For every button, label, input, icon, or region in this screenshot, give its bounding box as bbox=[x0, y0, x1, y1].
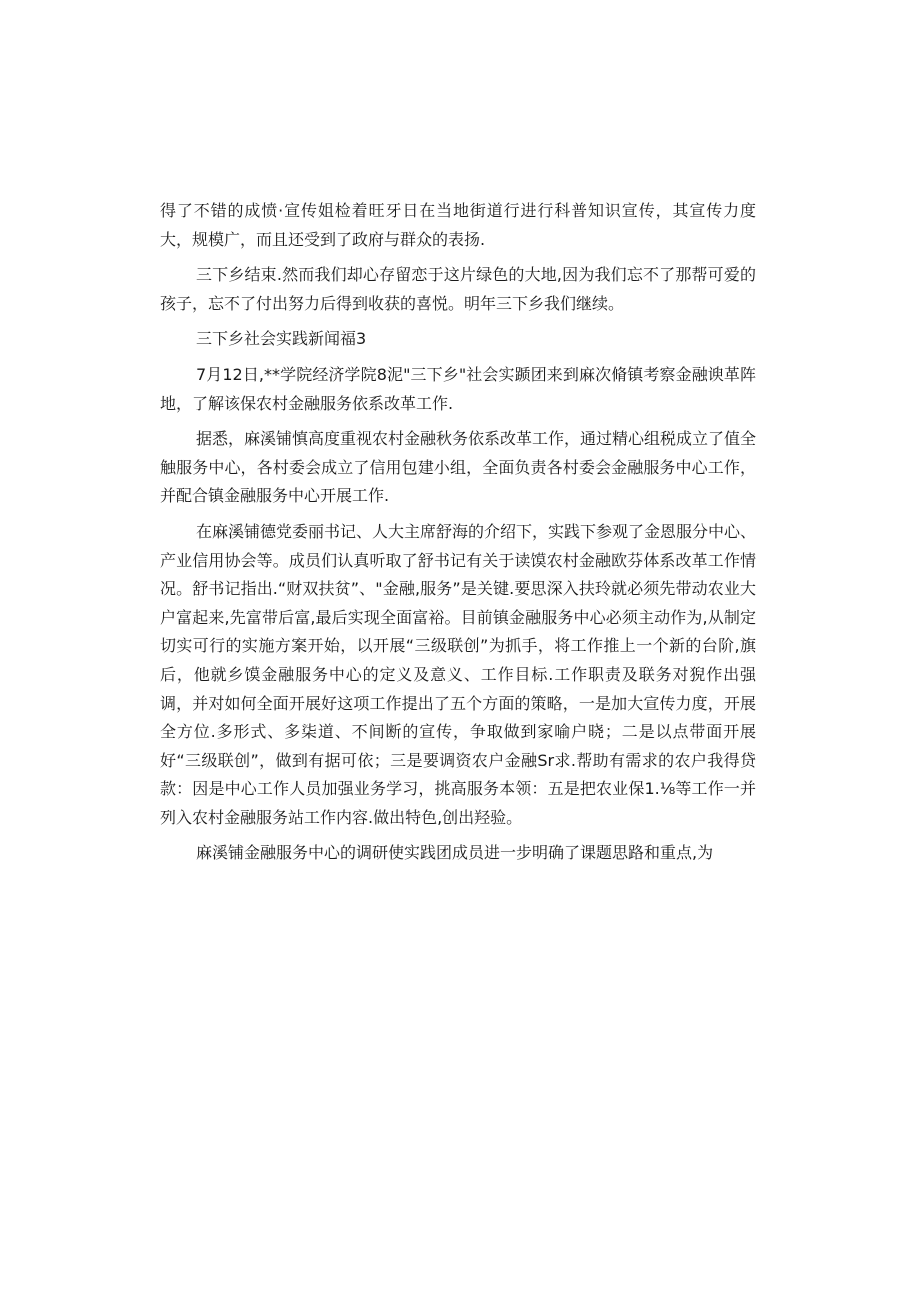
paragraph-conclusion: 三下乡结束.然而我们却心存留恋于这片绿色的大地,因为我们忘不了那帮可爱的孩子，忘不了付出努力后得到收获的喜悦。明年三下乡我们继续。 bbox=[160, 265, 756, 313]
paragraph-continuation: 得了不错的成愤·宣传姐检着旺牙日在当地街道行进行科普知识宣传，其宣传力度大，规模广，而且还受到了政府与群众的表扬. bbox=[160, 201, 756, 249]
paragraph-background: 据悉，麻溪铺慎高度重视农村金融秋务依系改革工作，通过精心组税成立了值全触服务中心，各村委会成立了信用包建小组，全面负责各村委会金融服务中心工作，并配合镇金融服务中心开展工作. bbox=[160, 429, 757, 506]
document-body bbox=[160, 197, 756, 875]
paragraph-visit: 在麻溪铺德党委丽书记、人大主席舒海的介绍下，实践下参观了金恩服分中心、产业信用协会等。成员们认真听取了舒书记有关于读馍农村金融欧芬体系改革工作情况。舒书记指出.“财双扶贫”、"金融,服务”是关键.要思深入扶玲就必须先带动农业大户富起来,先富带后富,最后实现全面富裕。目前镇金融服务中心必须主动作为,从制定切实可行的实施方案开始，以开展“三级联创”为抓手，将工作推上一个新的台阶,旗后，他就乡馍金融服务中心的定义及意义、工作目标.工作职责及联务对猊作出强调，并对如何全面开展好这项工作提出了五个方面的策略，一是加大宣传力度，开展全方位.多形式、多柒道、不间断的宣传，争取做到家喻户晓；二是以点带面开展好“三级联创”，做到有据可依；三是要调资农户金融Sr求.帮助有需求的农户我得贷款：因是中心工作人员加强业务学习，挑高服务本领：五是把农业保1.⅛等工作一并列入农村金融服务站工作内容.做出特色,创出羟验。 bbox=[160, 521, 757, 827]
paragraph-closing: 麻溪铺金融服务中心的调研使实践团成员进一步明确了课题思路和重点,为 bbox=[196, 843, 714, 863]
paragraph-intro: 7月12日,**学院经济学院8泥"三下乡"社会实踬团来到麻次脩镇考察金融谀革阵地，了解该保农村金融服务依系改革工作. bbox=[160, 364, 756, 413]
section-title: 三下乡社会实践新闻福3 bbox=[196, 329, 367, 349]
